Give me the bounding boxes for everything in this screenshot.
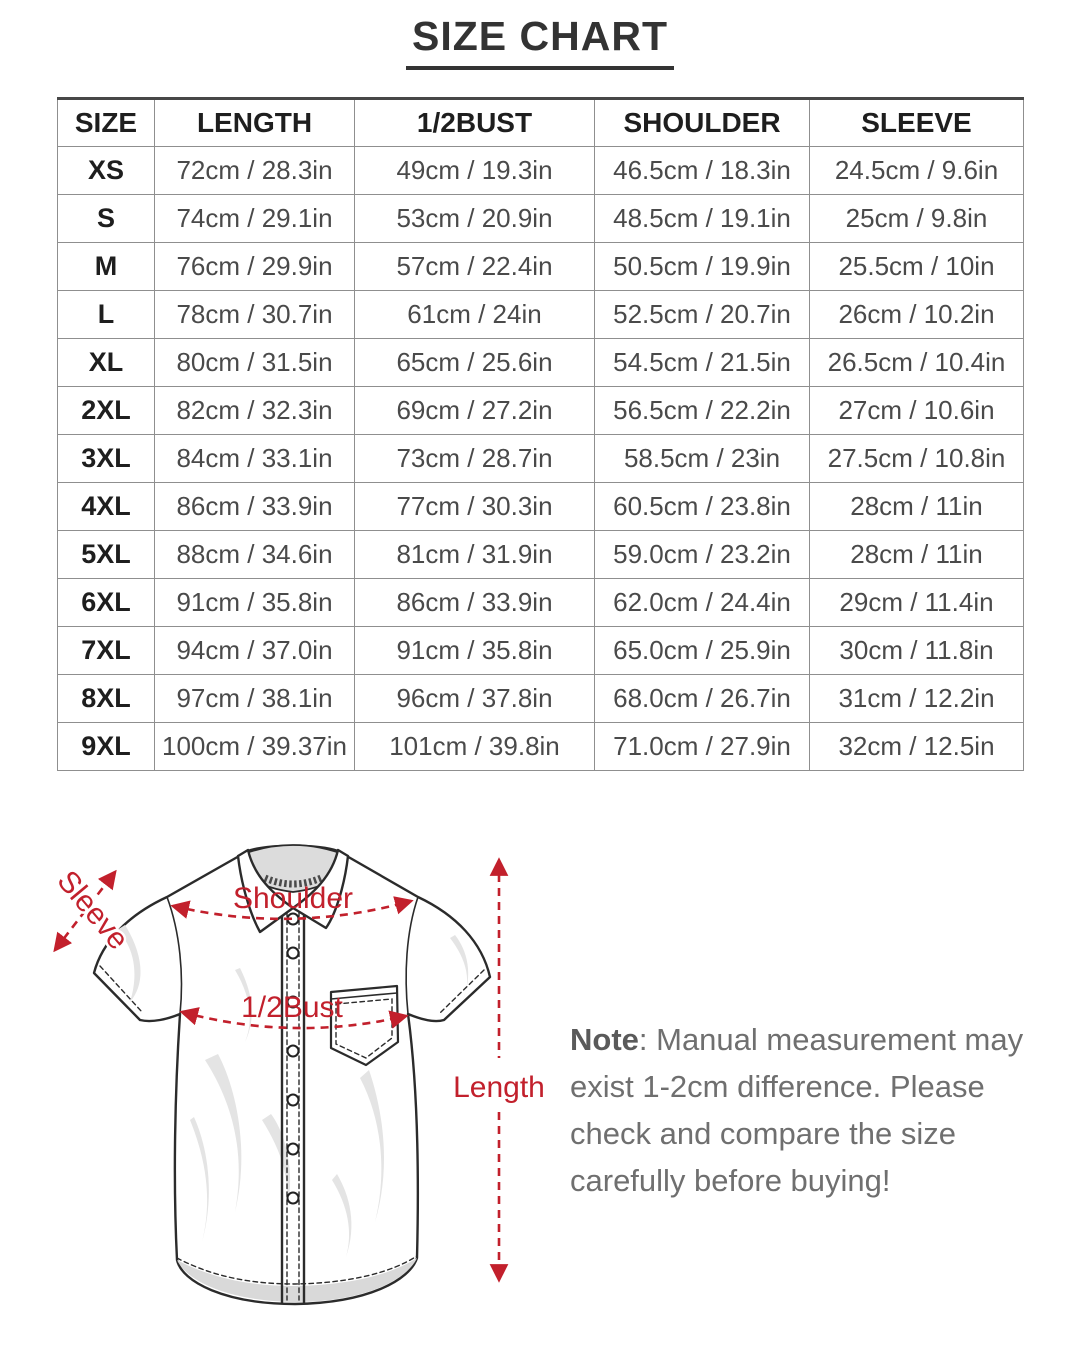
measurement-cell: 52.5cm / 20.7in [595, 291, 810, 339]
table-row [58, 627, 1024, 675]
measurement-cell: 77cm / 30.3in [355, 483, 595, 531]
measurement-cell: 97cm / 38.1in [155, 675, 355, 723]
column-header: SIZE [58, 99, 155, 147]
measurement-cell: 57cm / 22.4in [355, 243, 595, 291]
measurement-cell: 28cm / 11in [810, 531, 1024, 579]
page-title: SIZE CHART [406, 14, 674, 70]
measurement-cell: 26cm / 10.2in [810, 291, 1024, 339]
measurement-cell: 60.5cm / 23.8in [595, 483, 810, 531]
measurement-cell: 25cm / 9.8in [810, 195, 1024, 243]
column-header: 1/2BUST [355, 99, 595, 147]
button [288, 1095, 299, 1106]
measurement-cell: 72cm / 28.3in [155, 147, 355, 195]
size-cell: 6XL [58, 579, 155, 627]
measurement-cell: 53cm / 20.9in [355, 195, 595, 243]
bust-label: 1/2Bust [241, 991, 343, 1024]
shirt-measurement-diagram [30, 820, 560, 1360]
measurement-cell: 49cm / 19.3in [355, 147, 595, 195]
table-row [58, 531, 1024, 579]
table-row [58, 147, 1024, 195]
button [288, 1193, 299, 1204]
measurement-cell: 69cm / 27.2in [355, 387, 595, 435]
measurement-cell: 73cm / 28.7in [355, 435, 595, 483]
button [288, 1046, 299, 1057]
table-row [58, 483, 1024, 531]
measurement-cell: 62.0cm / 24.4in [595, 579, 810, 627]
size-cell: L [58, 291, 155, 339]
measurement-cell: 84cm / 33.1in [155, 435, 355, 483]
measurement-cell: 71.0cm / 27.9in [595, 723, 810, 771]
button [288, 1144, 299, 1155]
measurement-cell: 78cm / 30.7in [155, 291, 355, 339]
measurement-cell: 24.5cm / 9.6in [810, 147, 1024, 195]
measurement-cell: 80cm / 31.5in [155, 339, 355, 387]
table-row [58, 195, 1024, 243]
measurement-cell: 94cm / 37.0in [155, 627, 355, 675]
size-cell: 9XL [58, 723, 155, 771]
size-cell: 7XL [58, 627, 155, 675]
table-row [58, 339, 1024, 387]
measurement-cell: 86cm / 33.9in [355, 579, 595, 627]
table-row [58, 435, 1024, 483]
sleeve-label: Sleeve [50, 864, 135, 957]
measurement-cell: 76cm / 29.9in [155, 243, 355, 291]
measurement-cell: 25.5cm / 10in [810, 243, 1024, 291]
measurement-cell: 50.5cm / 19.9in [595, 243, 810, 291]
size-table-body [58, 147, 1024, 771]
measurement-cell: 96cm / 37.8in [355, 675, 595, 723]
measurement-cell: 27.5cm / 10.8in [810, 435, 1024, 483]
measurement-cell: 54.5cm / 21.5in [595, 339, 810, 387]
measurement-cell: 58.5cm / 23in [595, 435, 810, 483]
size-table [57, 97, 1024, 771]
measurement-cell: 26.5cm / 10.4in [810, 339, 1024, 387]
size-cell: 2XL [58, 387, 155, 435]
measurement-cell: 61cm / 24in [355, 291, 595, 339]
note-text: : Manual measurement may exist 1-2cm difference. Please check and compare the size carefully before buying! [570, 1022, 1024, 1198]
column-header: LENGTH [155, 99, 355, 147]
size-cell: 3XL [58, 435, 155, 483]
measurement-cell: 32cm / 12.5in [810, 723, 1024, 771]
measurement-cell: 48.5cm / 19.1in [595, 195, 810, 243]
measurement-cell: 82cm / 32.3in [155, 387, 355, 435]
column-header: SLEEVE [810, 99, 1024, 147]
measurement-cell: 88cm / 34.6in [155, 531, 355, 579]
size-cell: 8XL [58, 675, 155, 723]
table-header-row [58, 99, 1024, 147]
column-header: SHOULDER [595, 99, 810, 147]
page-header [0, 14, 1080, 70]
measurement-cell: 28cm / 11in [810, 483, 1024, 531]
measurement-cell: 100cm / 39.37in [155, 723, 355, 771]
button [288, 948, 299, 959]
size-cell: S [58, 195, 155, 243]
size-cell: 4XL [58, 483, 155, 531]
measurement-cell: 46.5cm / 18.3in [595, 147, 810, 195]
size-cell: XS [58, 147, 155, 195]
measurement-note [570, 1016, 1050, 1204]
measurement-cell: 56.5cm / 22.2in [595, 387, 810, 435]
measurement-cell: 31cm / 12.2in [810, 675, 1024, 723]
measurement-cell: 101cm / 39.8in [355, 723, 595, 771]
table-row [58, 579, 1024, 627]
measurement-cell: 86cm / 33.9in [155, 483, 355, 531]
measurement-cell: 27cm / 10.6in [810, 387, 1024, 435]
table-row [58, 387, 1024, 435]
measurement-cell: 30cm / 11.8in [810, 627, 1024, 675]
size-cell: 5XL [58, 531, 155, 579]
size-cell: M [58, 243, 155, 291]
measurement-cell: 91cm / 35.8in [355, 627, 595, 675]
table-row [58, 243, 1024, 291]
measurement-cell: 65.0cm / 25.9in [595, 627, 810, 675]
shoulder-label: Shoulder [232, 882, 354, 915]
length-label: Length [453, 1071, 545, 1104]
measurement-cell: 91cm / 35.8in [155, 579, 355, 627]
measurement-cell: 29cm / 11.4in [810, 579, 1024, 627]
measurement-cell: 81cm / 31.9in [355, 531, 595, 579]
table-row [58, 291, 1024, 339]
measurement-cell: 65cm / 25.6in [355, 339, 595, 387]
size-cell: XL [58, 339, 155, 387]
table-row [58, 723, 1024, 771]
measurement-cell: 59.0cm / 23.2in [595, 531, 810, 579]
measurement-cell: 74cm / 29.1in [155, 195, 355, 243]
table-row [58, 675, 1024, 723]
note-label: Note [570, 1022, 639, 1057]
measurement-cell: 68.0cm / 26.7in [595, 675, 810, 723]
